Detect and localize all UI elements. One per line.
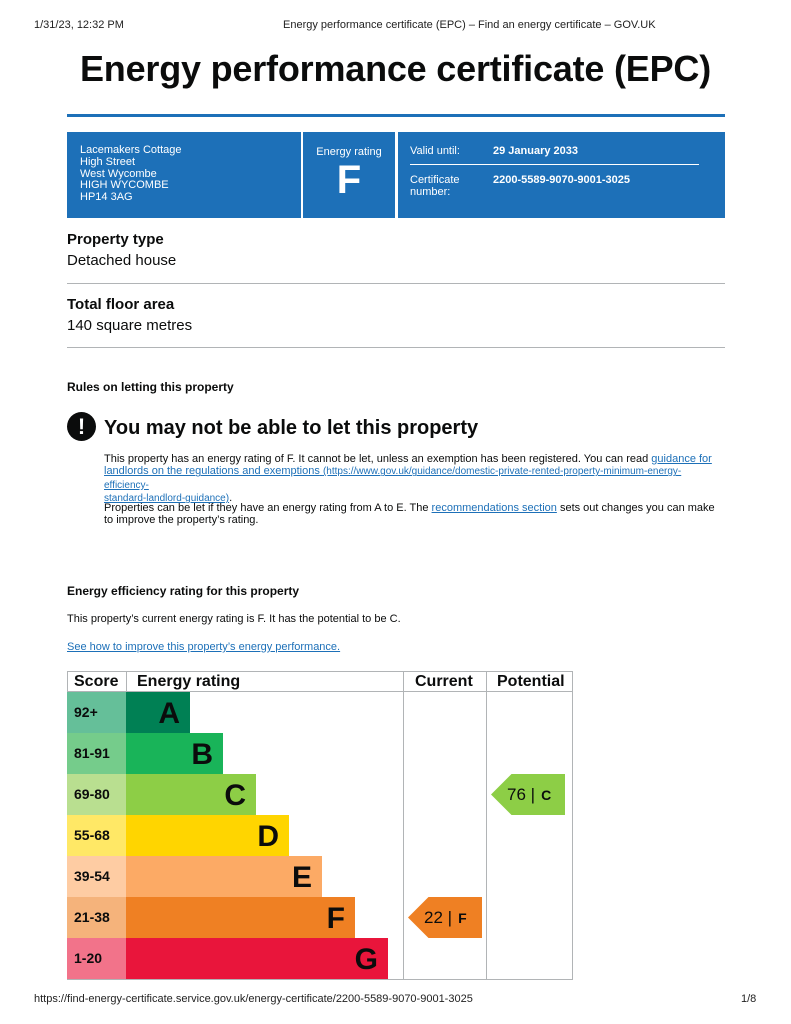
band-e: E <box>126 856 322 897</box>
score-g: 1-20 <box>67 938 126 979</box>
current-rating-arrow-value: 22 | <box>424 908 453 927</box>
page-title: Energy performance certificate (EPC) <box>79 48 711 89</box>
letting-paragraph-2 <box>104 502 716 527</box>
address-line: HIGH WYCOMBE <box>80 179 169 192</box>
column-divider <box>403 671 404 979</box>
current-rating-arrow-label <box>424 897 467 939</box>
property-type-heading: Property type <box>67 231 164 248</box>
band-g: G <box>126 938 388 979</box>
print-page-title: Energy performance certificate (EPC) – Find an energy certificate – GOV.UK <box>283 19 656 31</box>
score-e: 39-54 <box>67 856 126 897</box>
energy-rating-card <box>303 132 395 218</box>
paragraph-text: Properties can be let if they have an energy rating from A to E. The <box>104 502 432 514</box>
column-divider <box>126 671 127 692</box>
paragraph-text: sets out changes you can make to improve the property’s rating. <box>104 502 715 527</box>
warning-icon: ! <box>67 412 96 441</box>
certificate-number-label-1: Certificate <box>410 174 460 186</box>
potential-rating-arrow-label <box>507 774 551 816</box>
paragraph-text: This property has an energy rating of F. It cannot be let, unless an exemption has been registered. You can read <box>104 453 652 465</box>
header-current: Current <box>415 673 473 690</box>
score-f: 21-38 <box>67 897 126 938</box>
header-score: Score <box>74 673 119 690</box>
link-text: guidance for <box>651 453 712 465</box>
print-url: https://find-energy-certificate.service.gov.uk/energy-certificate/2200-5589-9070-9001-3025 <box>34 993 473 1005</box>
column-divider <box>486 671 487 979</box>
title-divider <box>67 114 725 117</box>
address-postcode: HP14 3AG <box>80 191 133 204</box>
efficiency-summary: This property’s current energy rating is F. It has the potential to be C. <box>67 613 401 625</box>
certificate-number-label-2: number: <box>410 186 451 198</box>
score-c: 69-80 <box>67 774 126 815</box>
energy-rating-label: Energy rating <box>316 146 382 158</box>
improve-performance-link[interactable]: See how to improve this property’s energy performance. <box>67 641 341 653</box>
property-type-value: Detached house <box>67 252 177 269</box>
score-a: 92+ <box>67 692 126 733</box>
potential-rating-arrow-letter: C <box>541 787 552 803</box>
band-a: A <box>126 692 190 733</box>
address-line: Lacemakers Cottage <box>80 144 182 156</box>
link-url: standard-landlord-guidance) <box>104 493 230 505</box>
band-f: F <box>126 897 355 938</box>
floor-area-value: 140 square metres <box>67 317 193 334</box>
warning-title: You may not be able to let this property <box>104 417 479 439</box>
print-page-count: 1/8 <box>741 993 757 1005</box>
validity-separator <box>410 164 699 165</box>
potential-rating-arrow <box>491 774 565 815</box>
section-divider <box>67 347 725 348</box>
score-d: 55-68 <box>67 815 126 856</box>
band-b: B <box>126 733 223 774</box>
address-line: High Street <box>80 155 136 168</box>
link-url: (https://www.gov.uk/guidance/domestic-private-rented-property-minimum-energy-efficiency- <box>104 466 682 491</box>
certificate-number-value: 2200-5589-9070-9001-3025 <box>493 174 631 186</box>
header-potential: Potential <box>497 673 565 690</box>
address-line: West Wycombe <box>80 167 157 180</box>
letting-paragraph-1 <box>104 453 716 506</box>
score-b: 81-91 <box>67 733 126 774</box>
recommendations-section-link[interactable]: recommendations section <box>431 502 557 514</box>
energy-rating-chart <box>67 671 573 980</box>
efficiency-heading: Energy efficiency rating for this property <box>67 584 300 598</box>
link-text: landlords on the regulations and exemptions <box>104 465 320 478</box>
print-datetime: 1/31/23, 12:32 PM <box>34 19 124 31</box>
potential-rating-arrow-value: 76 | <box>507 785 536 804</box>
valid-until-label: Valid until: <box>410 145 460 157</box>
valid-until-value: 29 January 2033 <box>493 145 579 157</box>
validity-card <box>398 132 725 218</box>
paragraph-text: . <box>229 492 233 505</box>
header-energy-rating: Energy rating <box>137 673 241 690</box>
energy-rating-value: F <box>336 158 362 202</box>
section-divider <box>67 283 725 284</box>
current-rating-arrow <box>408 897 482 938</box>
band-d: D <box>126 815 289 856</box>
current-rating-arrow-letter: F <box>458 910 467 926</box>
address-card <box>67 132 301 218</box>
band-c: C <box>126 774 256 815</box>
floor-area-heading: Total floor area <box>67 296 175 313</box>
letting-rules-heading: Rules on letting this property <box>67 380 234 394</box>
